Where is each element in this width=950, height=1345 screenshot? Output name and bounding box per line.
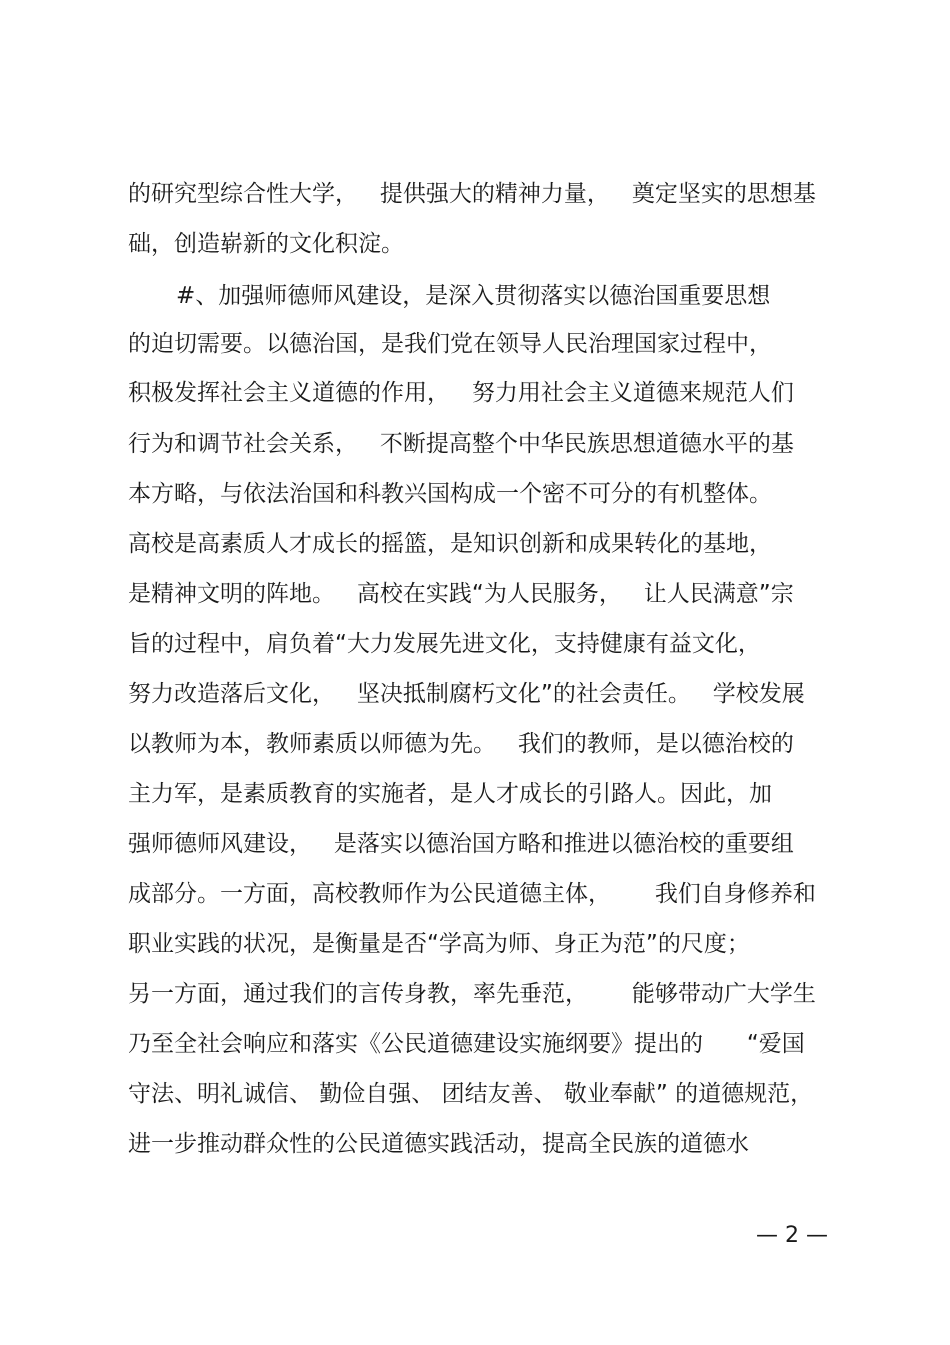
paragraph-start-line: #、加强师德师风建设，是深入贯彻落实以德治国重要思想 xyxy=(176,283,771,309)
text-line: 是精神文明的阵地。 高校在实践“为人民服务， 让人民满意”宗 xyxy=(128,581,794,607)
text-line: 职业实践的状况，是衡量是否“学高为师、身正为范”的尺度； xyxy=(128,931,750,957)
text-line: 的研究型综合性大学， 提供强大的精神力量， 奠定坚实的思想基 xyxy=(128,181,816,207)
text-line: 行为和调节社会关系， 不断提高整个中华民族思想道德水平的基 xyxy=(128,431,794,457)
text-line: 进一步推动群众性的公民道德实践活动，提高全民族的道德水 xyxy=(128,1131,749,1157)
text-line: 乃至全社会响应和落实《公民道德建设实施纲要》提出的 “爱国 xyxy=(128,1031,805,1057)
text-line: 高校是高素质人才成长的摇篮，是知识创新和成果转化的基地， xyxy=(128,531,772,557)
page-number: — 2 — xyxy=(756,1223,828,1248)
text-line: 本方略，与依法治国和科教兴国构成一个密不可分的有机整体。 xyxy=(128,481,772,507)
text-line: 另一方面，通过我们的言传身教，率先垂范， 能够带动广大学生 xyxy=(128,981,816,1007)
text-line: 积极发挥社会主义道德的作用， 努力用社会主义道德来规范人们 xyxy=(128,380,794,406)
text-line: 努力改造落后文化， 坚决抵制腐朽文化”的社会责任。 学校发展 xyxy=(128,681,805,707)
text-line: 成部分。一方面，高校教师作为公民道德主体， 我们自身修养和 xyxy=(128,881,816,907)
text-line: 守法、明礼诚信、 勤俭自强、 团结友善、 敬业奉献” 的道德规范， xyxy=(128,1081,814,1107)
text-line: 主力军，是素质教育的实施者，是人才成长的引路人。因此，加 xyxy=(128,781,772,807)
text-line: 以教师为本，教师素质以师德为先。 我们的教师，是以德治校的 xyxy=(128,731,794,757)
text-line: 旨的过程中，肩负着“大力发展先进文化，支持健康有益文化， xyxy=(128,631,761,657)
text-line: 强师德师风建设， 是落实以德治国方略和推进以德治校的重要组 xyxy=(128,831,794,857)
text-line: 础，创造崭新的文化积淀。 xyxy=(128,231,404,257)
text-line: 的迫切需要。以德治国，是我们党在领导人民治理国家过程中， xyxy=(128,331,772,357)
